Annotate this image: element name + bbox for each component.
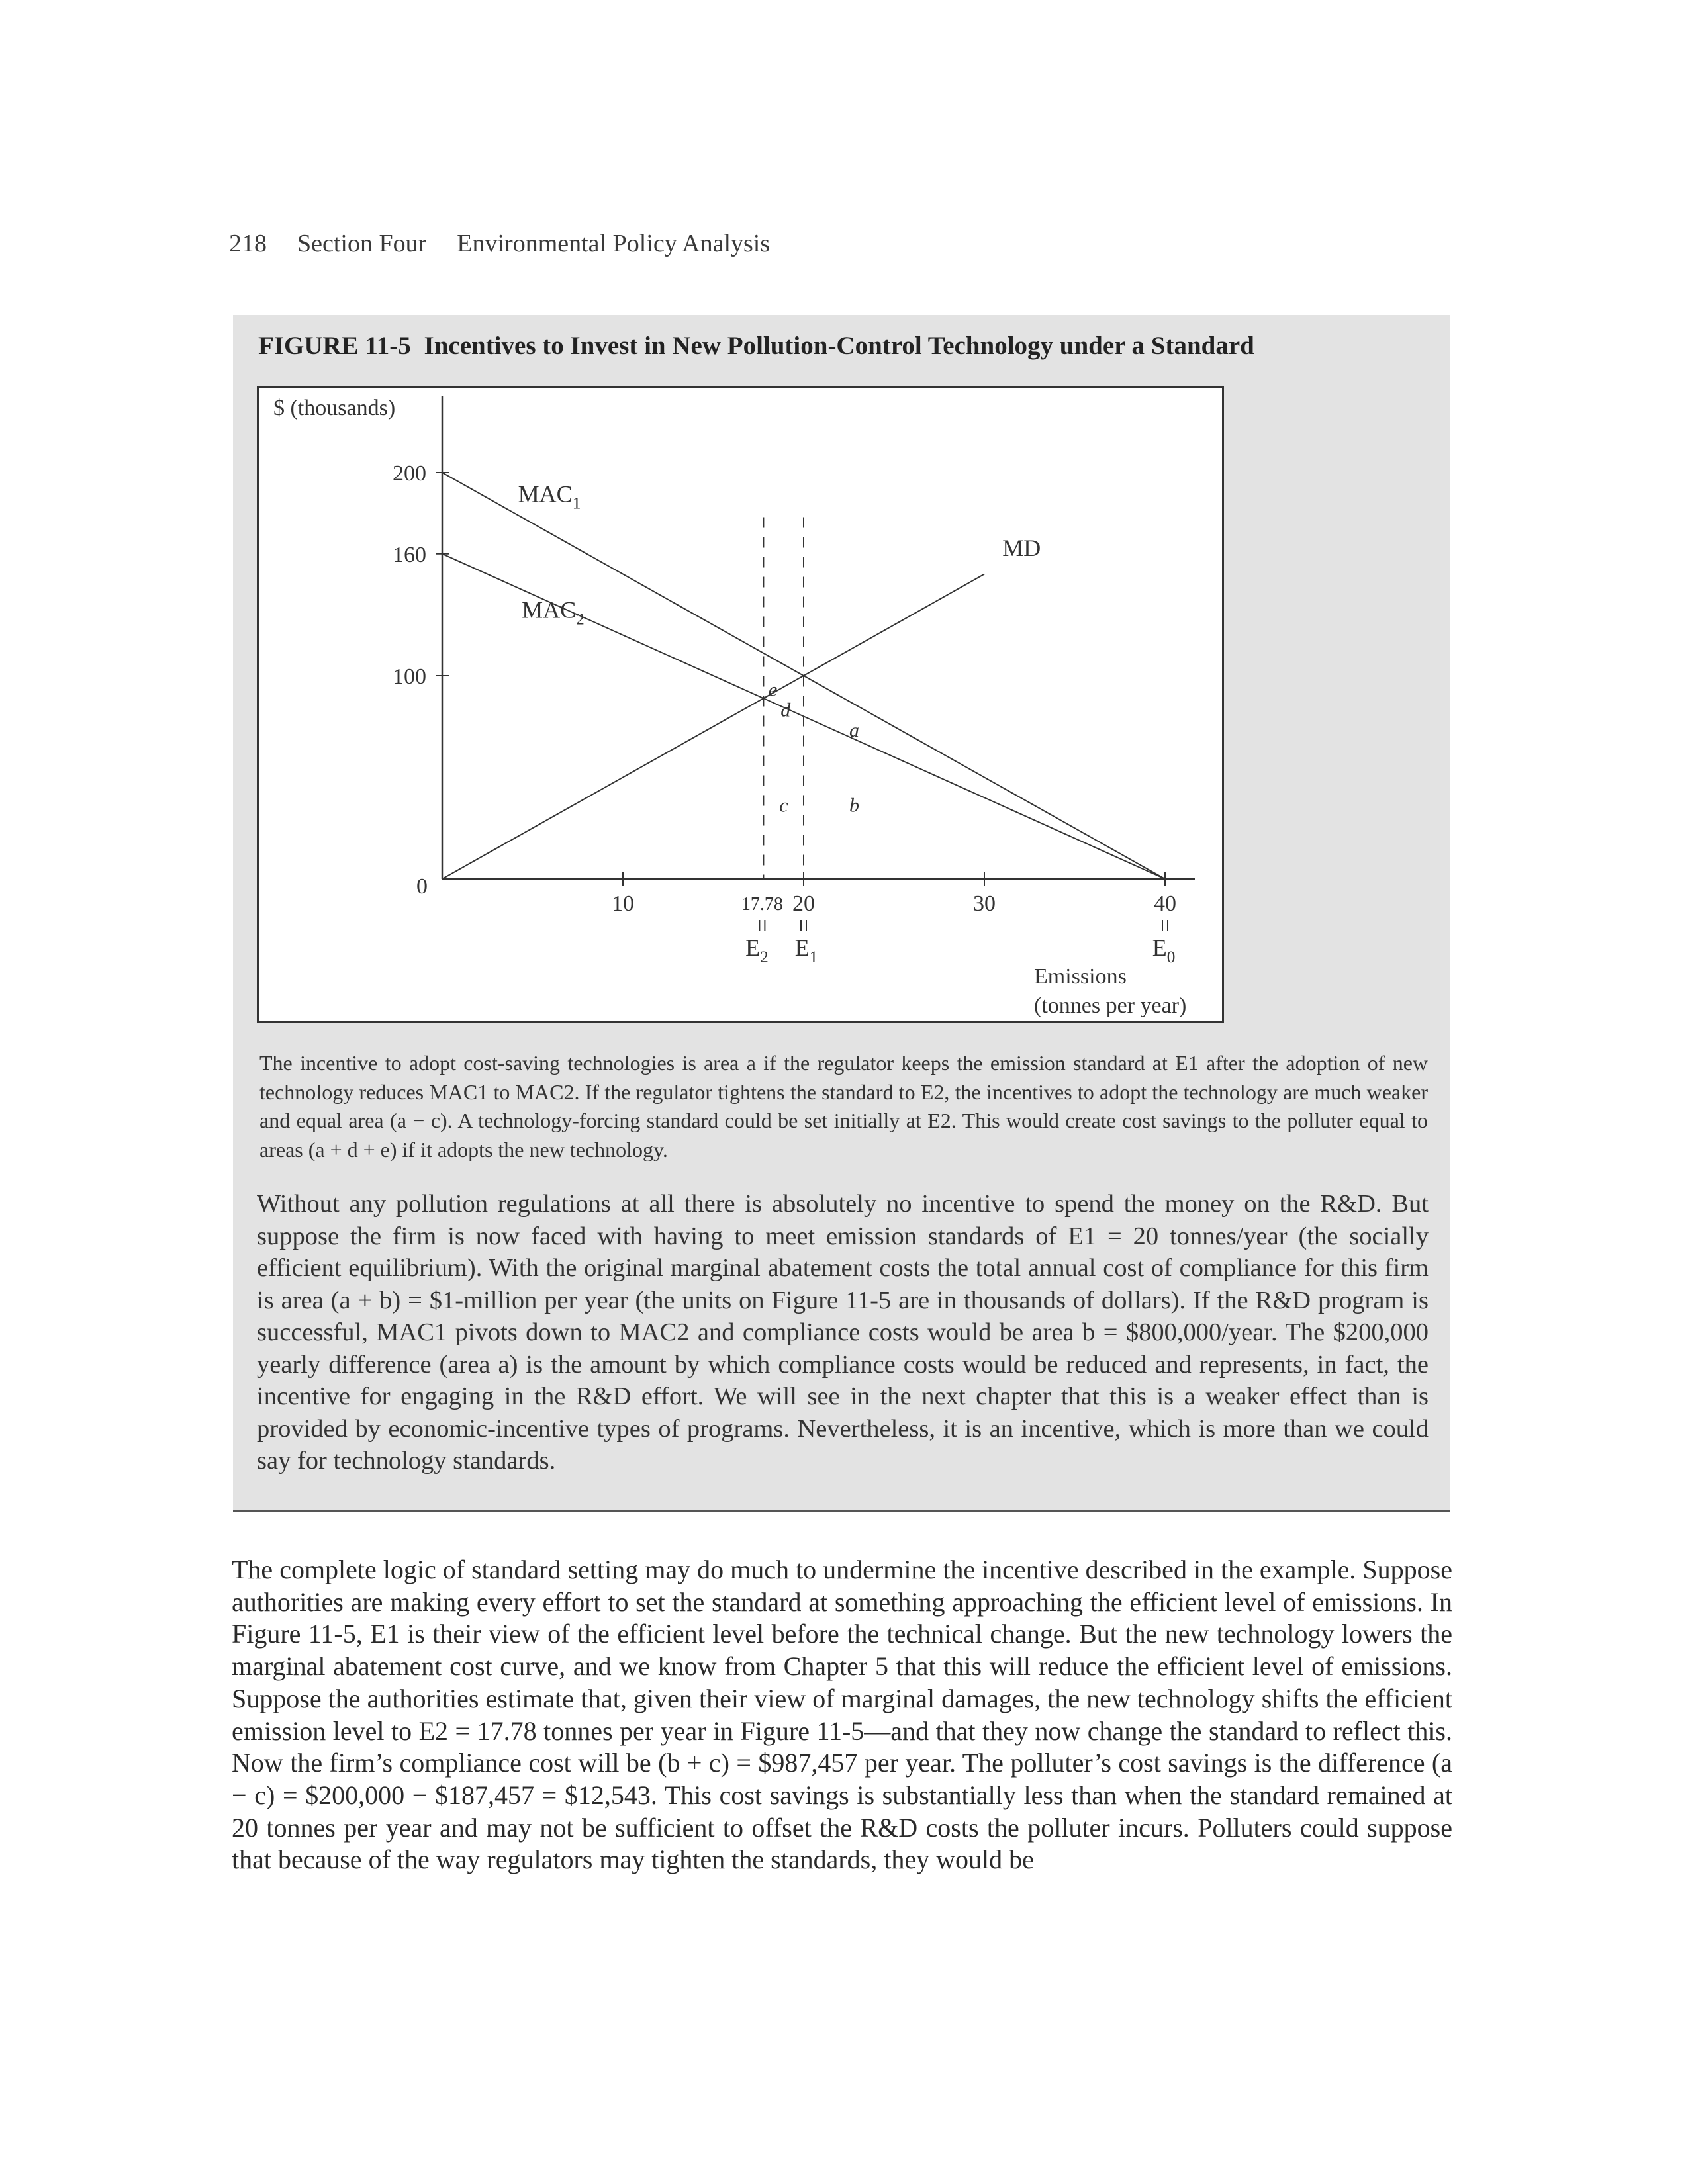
- body-paragraph-text: The complete logic of standard setting may do much to undermine the incentive described in the example. Suppose authorities are making every effort to set the standard at something approaching the efficient level of emissions. In Figure 11-5, E1 is their view of the efficient level before the technical change. But the new technology lowers the marginal abatement cost curve, and we know from Chapter 5 that this will reduce the efficient level of emissions. Suppose the authorities estimate that, given their view of marginal damages, the new technology shifts the efficient emission level to E2 = 17.78 tonnes per year in Figure 11-5—and that they now change the standard to reflect this. Now the firm’s compliance cost will be (b + c) = $987,457 per year. The polluter’s cost savings is the difference (a − c) = $200,000 − $187,457 = $12,543. This cost savings is substantially less than when the standard remained at 20 tonnes per year and may not be sufficient to offset the R&D costs the polluter incurs. Polluters could suppose that because of the way regulators may tighten the standards, they would be: [232, 1555, 1452, 1875]
- chart-frame: [257, 386, 1224, 1023]
- y-tick-label: 200: [393, 461, 426, 486]
- x-axis-label-line1: Emissions: [1034, 964, 1127, 989]
- figure-title: [258, 331, 1254, 361]
- section-label: Section Four: [297, 230, 427, 257]
- x-axis-label-line2: (tonnes per year): [1034, 993, 1187, 1018]
- chart-svg: [259, 388, 1222, 1021]
- y-axis-label: $ (thousands): [273, 396, 396, 420]
- series-label-mac1: $MAC_1$: [518, 480, 581, 513]
- figure-caption: [259, 1049, 1428, 1164]
- figure-title-text: Incentives to Invest in New Pollution-Control Technology under a Standard: [424, 332, 1254, 360]
- running-head: [229, 229, 800, 258]
- x-tick-label: 10: [612, 891, 634, 916]
- e0-label: $E_0$: [1152, 934, 1176, 967]
- area-label-e: e: [768, 678, 778, 701]
- section-title: Environmental Policy Analysis: [457, 230, 771, 257]
- y-tick-label: 0: [416, 874, 428, 899]
- e2-label: $E_2$: [745, 934, 769, 967]
- page-number: 218: [229, 230, 267, 257]
- area-label-c: c: [779, 794, 788, 817]
- e1-label: $E_1$: [794, 934, 818, 967]
- x-tick-label: 20: [792, 891, 815, 916]
- figure-number: FIGURE 11-5: [258, 332, 411, 360]
- x-tick-label: 30: [973, 891, 996, 916]
- x-tick-label: 40: [1154, 891, 1176, 916]
- y-tick-label: 160: [393, 542, 426, 567]
- area-label-a: a: [849, 719, 859, 742]
- figure-caption-text: The incentive to adopt cost-saving technologies is area a if the regulator keeps the emission standard at E1 after the adoption of new technology reduces MAC1 to MAC2. If the regulator tightens the standard to E2, the incentives to adopt the technology are much weaker and equal area (a − c). A technology-forcing standard could be set initially at E2. This would create cost savings to the polluter equal to areas (a + d + e) if it adopts the new technology.: [259, 1051, 1428, 1161]
- body-paragraph: [232, 1554, 1452, 1876]
- series-label-md: MD: [1002, 534, 1041, 561]
- box-paragraph: [257, 1188, 1429, 1477]
- series-label-mac2: $MAC_2$: [522, 596, 585, 629]
- y-tick-label: 100: [393, 664, 426, 689]
- e2-value-label: 17.78: [741, 894, 783, 915]
- area-label-b: b: [849, 794, 859, 817]
- area-label-d: d: [780, 699, 791, 721]
- box-paragraph-text: Without any pollution regulations at all there is absolutely no incentive to spend the money on the R&D. But suppose the firm is now faced with having to meet emission standards of E1 = 20 tonnes/year (the socially efficient equilibrium). With the original marginal abatement costs the total annual cost of compliance for this firm is area (a + b) = $1-million per year (the units on Figure 11-5 are in thousands of dollars). If the R&D program is successful, MAC1 pivots down to MAC2 and compliance costs would be area b = $800,000/year. The $200,000 yearly difference (area a) is the amount by which compliance costs would be reduced and represents, in fact, the incentive for engaging in the R&D effort. We will see in the next chapter that this is a weaker effect than is provided by economic-incentive types of programs. Nevertheless, it is an incentive, which is more than we could say for technology standards.: [257, 1190, 1429, 1475]
